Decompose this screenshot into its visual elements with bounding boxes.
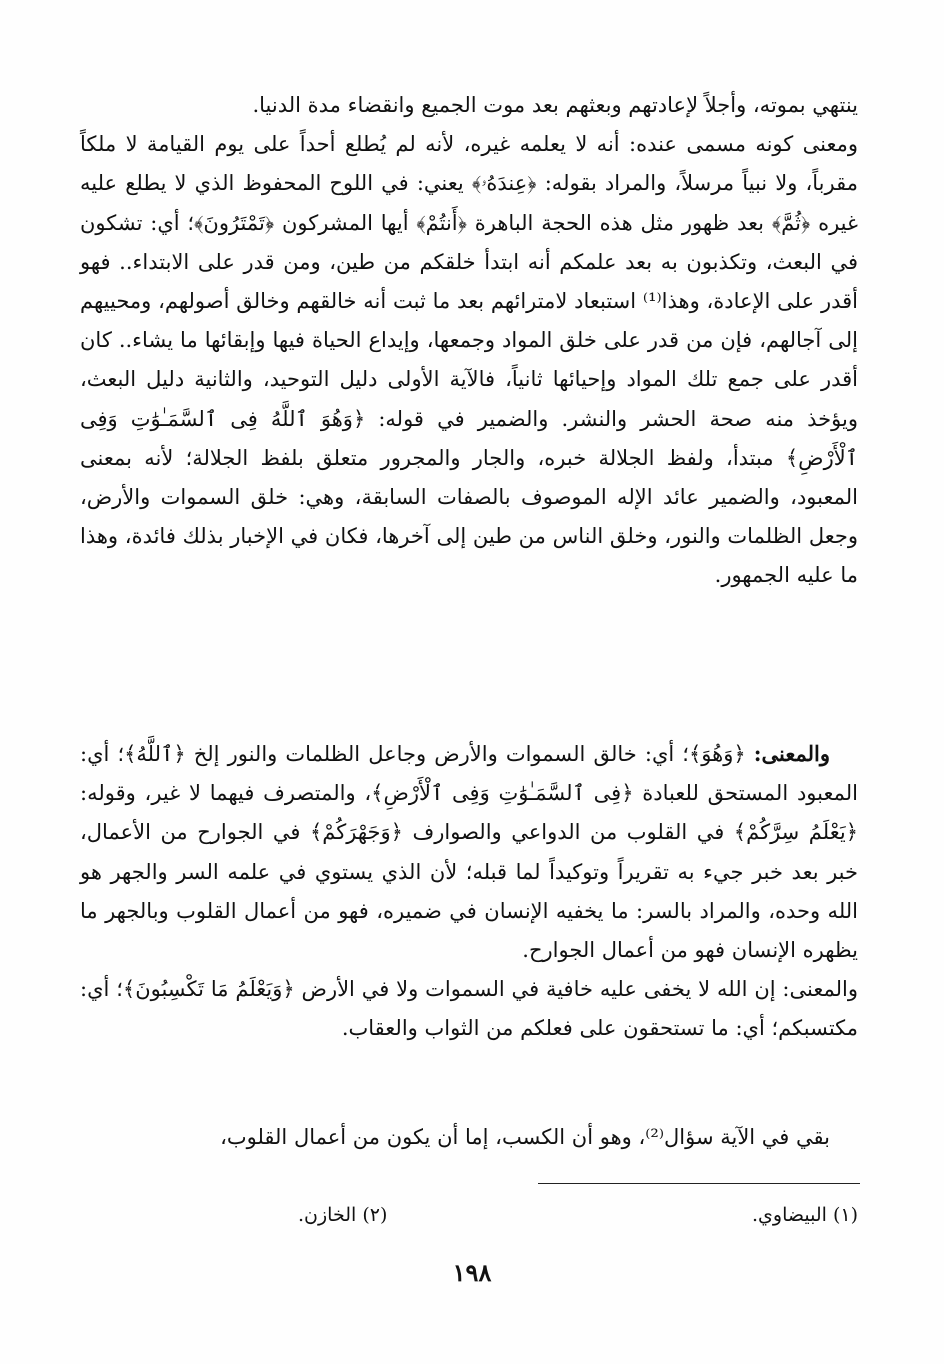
meaning-continuation: والمعنى: إن الله لا يخفى عليه خافية في السموات ولا في الأرض ﴿وَيَعْلَمُ مَا تَكْسِبُونَ﴾؛ أي: مكتسبكم؛ أي: ما تستحقون على فعلكم من الثواب والعقاب. bbox=[80, 977, 858, 1041]
main-paragraph-3 bbox=[80, 1118, 858, 1157]
footnote-divider bbox=[538, 1183, 860, 1184]
question-paragraph: بقي في الآية سؤال⁽²⁾، وهو أن الكسب، إما أن يكون من أعمال القلوب، bbox=[220, 1125, 830, 1149]
meaning-paragraph bbox=[80, 734, 858, 970]
meaning-body: ﴿وَهُوَ﴾؛ أي: خالق السموات والأرض وجاعل الظلمات والنور إلخ ﴿ٱللَّهُ﴾؛ أي: المعبود المستحق للعبادة ﴿فِى ٱلسَّمَـٰوَٰتِ وَفِى ٱلْأَرْضِ﴾، والمتصرف فيهما لا غير، وقوله: ﴿يَعْلَمُ سِرَّكُمْ﴾ في القلوب من الدواعي والصوارف ﴿وَجَهْرَكُمْ﴾ في الجوارح من الأعمال، خبر بعد خبر جيء به تقريراً وتوكيداً لما قبله؛ لأن الذي يستوي في علمه السر والجهر هو الله وحده، والمراد بالسر: ما يخفيه الإنسان في ضميره، فهو من أعمال القلوب وبالجهر ما يظهره الإنسان فهو من أعمال الجوارح. bbox=[80, 742, 858, 963]
page-number: ١٩٨ bbox=[452, 1258, 492, 1287]
paragraph-body: ومعنى كونه مسمى عنده: أنه لا يعلمه غيره، لأنه لم يُطلع أحداً على يوم القيامة لا ملكاً مقرباً، ولا نبياً مرسلاً، والمراد بقوله: ﴿عِندَهُۥ﴾ يعني: في اللوح المحفوظ الذي لا يطلع عليه غيره ﴿ثُمَّ﴾ بعد ظهور مثل هذه الحجة الباهرة ﴿أَنتُمْ﴾ أيها المشركون ﴿تَمْتَرُونَ﴾؛ أي: تشكون في البعث، وتكذبون به بعد علمكم أنه ابتدأ خلقكم من طين، ومن قدر على الابتداء.. فهو أقدر على الإعادة، وهذا⁽¹⁾ استبعاد لامترائهم بعد ما ثبت أنه خالقهم وخالق أصولهم، ومحييهم إلى آجالهم، فإن من قدر على خلق المواد وجمعها، وإيداع الحياة فيها وإبقائها ما يشاء.. كان أقدر على جمع تلك المواد وإحيائها ثانياً، فالآية الأولى دليل التوحيد، والثانية دليل البعث، ويؤخذ منه صحة الحشر والنشر. والضمير في قوله: ﴿وَهُوَ ٱللَّهُ فِى ٱلسَّمَـٰوَٰتِ وَفِى ٱلْأَرْضِ﴾ مبتدأ، ولفظ الجلالة خبره، والجار والمجرور متعلق بلفظ الجلالة؛ لأنه بمعنى المعبود، والضمير عائد الإله الموصوف بالصفات السابقة، وهي: خلق السموات والأرض، وجعل الظلمات والنور، وخلق الناس من طين إلى آخرها، فكان في الإخبار بذلك فائدة، وهذا ما عليه الجمهور. bbox=[80, 132, 858, 588]
footnote-1: (١) البيضاوي. bbox=[752, 1204, 858, 1226]
meaning-lead-word: والمعنى: bbox=[753, 741, 830, 766]
footnotes bbox=[298, 1200, 858, 1230]
main-paragraph-2 bbox=[80, 734, 858, 1049]
footnote-2: (٢) الخازن. bbox=[298, 1204, 388, 1226]
main-paragraph-1 bbox=[80, 86, 858, 596]
paragraph-line-opening: ينتهي بموته، وأجلاً لإعادتهم وبعثهم بعد موت الجميع وانقضاء مدة الدنيا. bbox=[252, 93, 858, 117]
